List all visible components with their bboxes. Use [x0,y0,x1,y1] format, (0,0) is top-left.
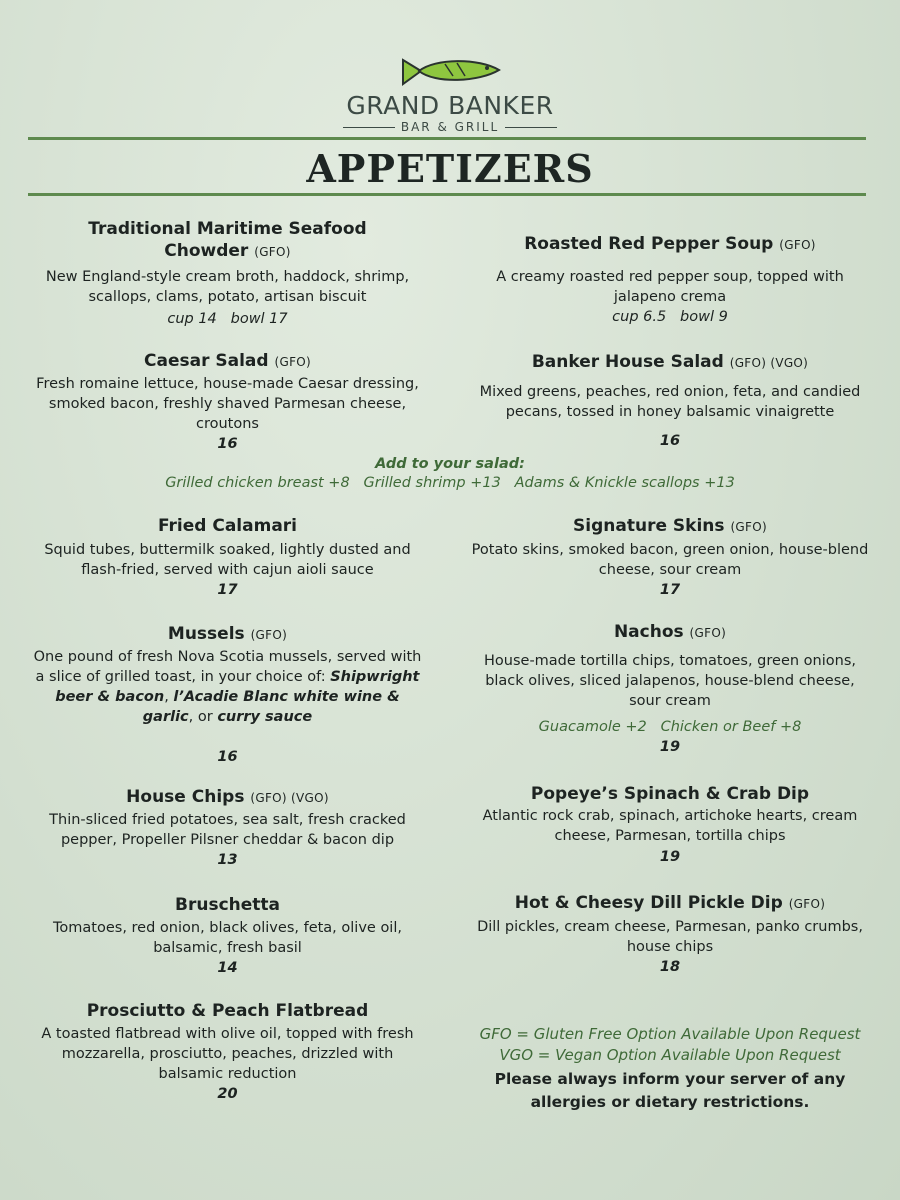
top-divider [28,137,866,140]
vgo-note: VGO = Vegan Option Available Upon Request [499,1046,841,1064]
page-title: APPETIZERS [306,146,594,191]
gfo-note: GFO = Gluten Free Option Available Upon Request [479,1025,861,1043]
menu-item-spinach-crab-dip: Popeye’s Spinach & Crab Dip Atlantic rock crab, spinach, artichoke hearts, cream cheese, Parmesan, tortilla chips 19 [482,784,858,865]
salad-addons: Add to your salad: Grilled chicken breast +8 Grilled shrimp +13 Adams & Knickle scallops +13 [165,456,735,491]
brand-name: GRAND BANKER [346,91,554,120]
brand-sub: BAR & GRILL [0,120,900,134]
menu-item-house-chips: House Chips (GFO) (VGO) Thin-sliced fried potatoes, sea salt, fresh cracked pepper, Propeller Pilsner cheddar & bacon dip 13 [49,787,406,868]
menu-item-caesar-salad: Caesar Salad (GFO) Fresh romaine lettuce, house-made Caesar dressing, smoked bacon, freshly shaved Parmesan cheese, croutons 16 [36,351,419,452]
menu-item-banker-house-salad: Banker House Salad (GFO) (VGO) Mixed greens, peaches, red onion, feta, and candied pecans, tossed in honey balsamic vinaigrette 16 [479,352,861,449]
menu-item-chowder: Traditional Maritime Seafood Chowder (GFO) New England-style cream broth, haddock, shrimp, scallops, clams, potato, artisan biscuit cup 14 bowl 17 [45,219,410,327]
heading-divider [28,193,866,196]
menu-item-fried-calamari: Fried Calamari Squid tubes, buttermilk soaked, lightly dusted and flash-fried, served with cajun aioli sauce 17 [44,516,411,598]
menu-item-signature-skins: Signature Skins (GFO) Potato skins, smoked bacon, green onion, house-blend cheese, sour cream 17 [471,516,869,598]
menu-item-dill-pickle-dip: Hot & Cheesy Dill Pickle Dip (GFO) Dill pickles, cream cheese, Parmesan, panko crumbs, house chips 18 [477,893,863,975]
menu-notes [470,1024,870,1114]
menu-item-red-pepper-soup: Roasted Red Pepper Soup (GFO) A creamy roasted red pepper soup, topped with jalapeno crema cup 6.5 bowl 9 [496,234,844,325]
menu-item-mussels: Mussels (GFO) One pound of fresh Nova Scotia mussels, served with a slice of grilled toast, in your choice of: Shipwright beer & bacon, l’Acadie Blanc white wine & garlic, or curry sauce 16 [33,624,422,765]
menu-item-flatbread: Prosciutto & Peach Flatbread A toasted flatbread with olive oil, topped with fresh mozzarella, prosciutto, peaches, drizzled with balsamic reduction 20 [41,1001,414,1102]
logo [0,56,900,134]
menu-item-nachos: Nachos (GFO) House-made tortilla chips, tomatoes, green onions, black olives, sliced jalapenos, house-blend cheese, sour cream Guacamole +2 Chicken or Beef +8 19 [484,622,856,755]
allergy-warning: Please always inform your server of any allergies or dietary restrictions. [494,1070,846,1111]
fish-icon [395,56,505,90]
menu-item-bruschetta: Bruschetta Tomatoes, red onion, black olives, feta, olive oil, balsamic, fresh basil 14 [53,895,402,976]
